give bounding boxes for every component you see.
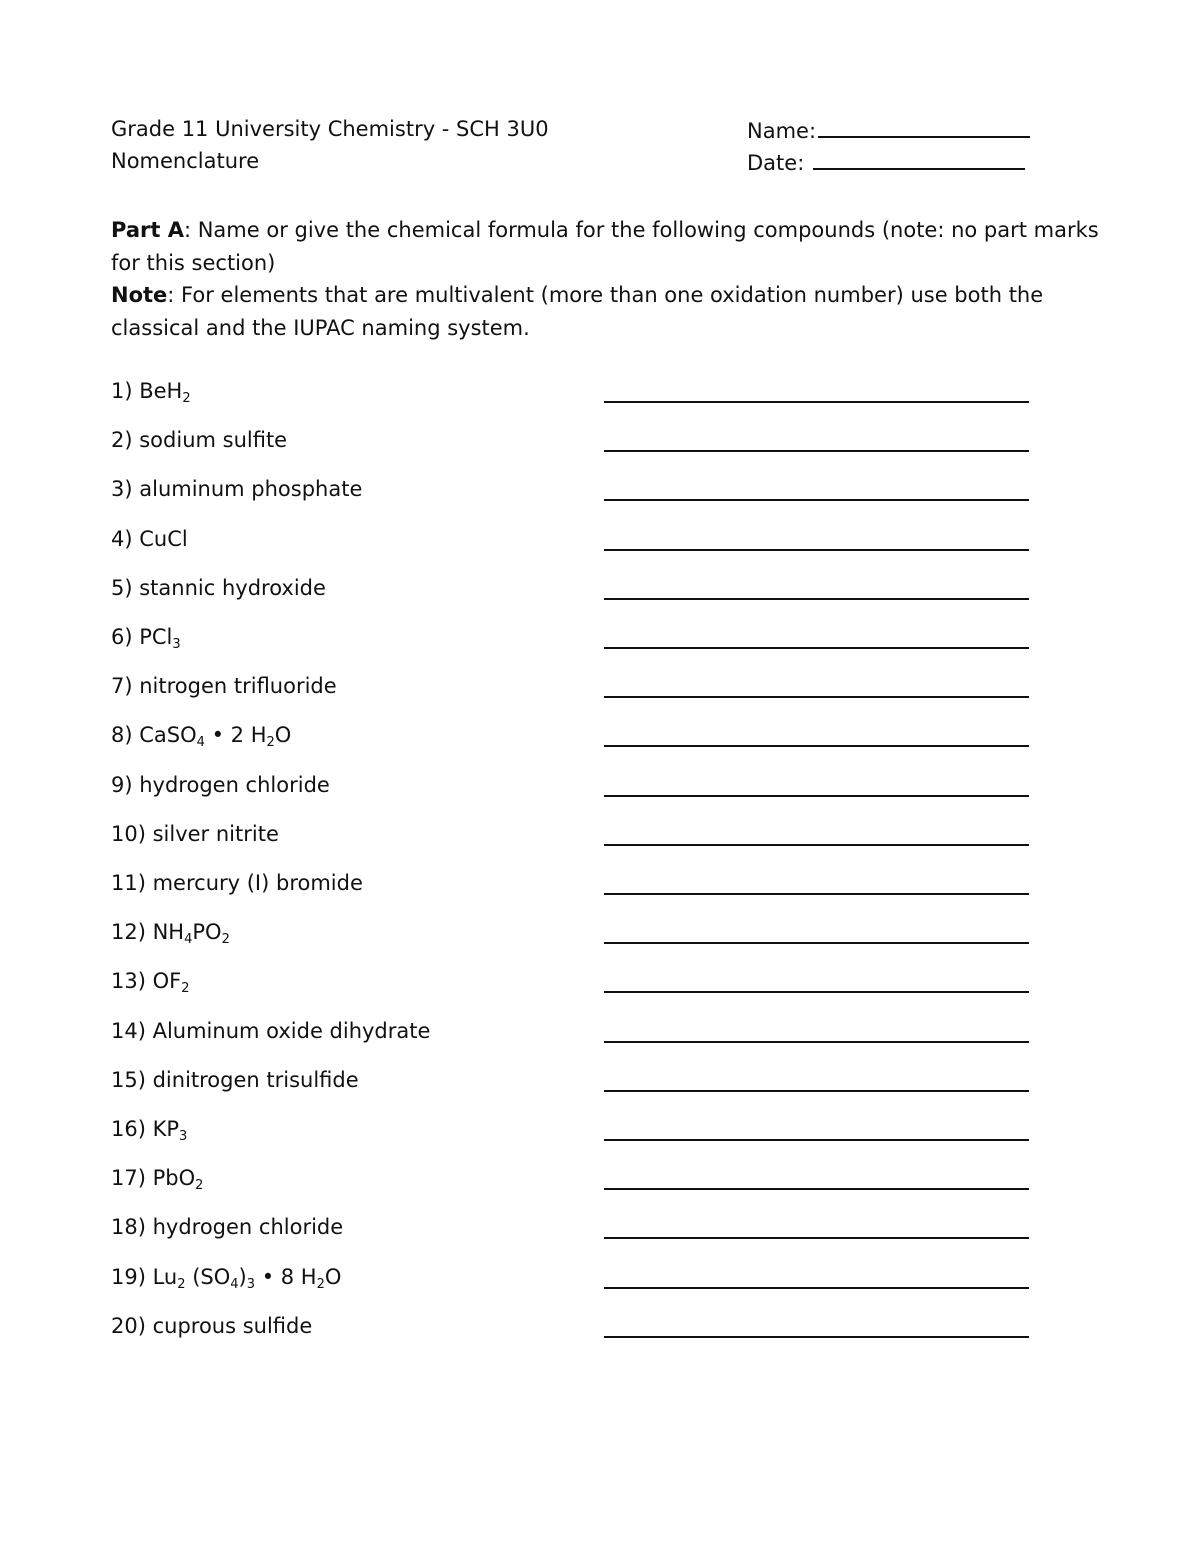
question-text-part: aluminum phosphate [139,477,363,502]
question-number: 2) [111,428,140,453]
question-item [111,1214,343,1240]
formula-subscript: 2 [177,1276,186,1292]
question-item [111,1165,204,1194]
formula-subscript: 4 [184,932,193,948]
part-a-text: : Name or give the chemical formula for the following compounds (note: no part marks for this section) [111,218,1099,275]
question-text [152,1117,188,1144]
question-number: 17) [111,1166,153,1191]
question-item [111,968,190,997]
question-text [153,1215,344,1239]
answer-blank[interactable] [604,991,1029,993]
question-text [139,723,292,751]
answer-blank[interactable] [604,696,1029,698]
question-text [139,379,191,406]
question-item [111,722,292,751]
header-left [111,116,549,180]
answer-blank[interactable] [604,1139,1029,1141]
question-text-part: BeH [139,379,183,403]
question-number: 4) [111,526,140,551]
question-item [111,870,363,896]
answer-blank[interactable] [604,893,1029,895]
question-text-part: stannic hydroxide [139,575,326,600]
question-number: 15) [111,1067,153,1092]
question-item [111,1067,359,1093]
answer-blank[interactable] [604,844,1029,846]
answer-blank[interactable] [604,499,1029,501]
formula-subscript: 3 [179,1129,188,1144]
formula-subscript: 2 [182,391,191,406]
question-text [139,773,330,797]
answer-blank[interactable] [604,1090,1029,1092]
question-number: 10) [111,821,153,846]
question-text [139,477,362,501]
question-item [111,378,191,404]
formula-subscript: 3 [246,1276,256,1292]
question-item [111,772,330,798]
question-number: 11) [111,871,153,895]
question-text-part: PbO [152,1166,196,1191]
question-text-part: PCl [139,625,173,649]
course-title: Grade 11 University Chemistry - SCH 3U0 [111,117,549,141]
formula-subscript: 4 [230,1276,239,1292]
part-a-label: Part A [111,218,184,242]
topic-title: Nomenclature [111,149,260,173]
question-number: 20) [111,1313,153,1338]
answer-blank[interactable] [604,647,1029,649]
question-text [139,674,336,698]
question-text [153,871,363,895]
question-text-part: silver nitrite [152,821,279,846]
question-text [153,1019,431,1043]
note-label: Note [111,283,168,307]
question-text-part: ) [238,1264,247,1289]
question-item [111,821,279,847]
question-text-part: hydrogen chloride [152,1215,344,1240]
question-item [111,427,287,453]
question-text-part: sodium sulfite [139,428,288,453]
question-text [139,428,287,452]
question-number: 18) [111,1215,153,1240]
answer-blank[interactable] [604,1336,1029,1338]
name-label: Name: [747,119,817,143]
question-number: 19) [111,1264,153,1289]
question-number: 6) [111,625,140,649]
note-instruction [111,279,1101,344]
question-text-part: dinitrogen trisulfide [152,1067,359,1092]
question-text-part: NH [152,920,185,945]
answer-blank[interactable] [604,1237,1029,1239]
question-item [111,1313,312,1339]
question-text-part: O [274,723,292,748]
name-row [747,116,1030,148]
question-item [111,919,230,948]
question-text-part: O [324,1264,342,1289]
date-label: Date: [747,151,805,175]
question-number: 3) [111,477,140,502]
question-text-part: hydrogen chloride [139,772,330,797]
answer-blank[interactable] [604,401,1029,403]
question-text [153,1314,313,1338]
question-number: 14) [111,1018,153,1043]
answer-blank[interactable] [604,1287,1029,1289]
question-number: 8) [111,723,140,748]
question-text-part: PO [192,920,222,945]
question-text-part: Lu [152,1264,178,1289]
answer-blank[interactable] [604,450,1029,452]
question-number: 7) [111,674,140,699]
part-a-instruction [111,214,1101,279]
formula-subscript: 2 [221,932,230,948]
header-right [747,116,1030,180]
question-text-part: Aluminum oxide dihydrate [152,1018,431,1043]
question-text-part: mercury (I) bromide [152,871,363,895]
question-item [111,1264,341,1290]
question-item [111,673,337,699]
formula-subscript: 4 [196,735,205,751]
instructions [111,214,1101,344]
question-item [111,476,362,502]
answer-blank[interactable] [604,942,1029,944]
date-blank[interactable] [813,148,1025,170]
question-number: 5) [111,575,140,600]
name-blank[interactable] [818,116,1030,138]
answer-blank[interactable] [604,1041,1029,1043]
question-text-part: cuprous sulfide [152,1313,313,1338]
question-item [111,624,181,650]
answer-blank[interactable] [604,795,1029,797]
answer-blank[interactable] [604,745,1029,747]
question-text [152,920,230,948]
formula-subscript: 2 [195,1178,204,1194]
answer-blank[interactable] [604,1188,1029,1190]
question-number: 13) [111,969,153,994]
question-item [111,575,326,601]
date-row [747,148,1030,180]
question-number: 1) [111,379,140,403]
question-text-part: OF [152,969,182,994]
question-text-part: CaSO [139,723,197,748]
question-item [111,1018,430,1044]
question-text-part: • 2 H [204,723,267,748]
formula-subscript: 3 [172,637,181,652]
question-item [111,526,188,552]
question-text [153,1068,359,1092]
answer-blank[interactable] [604,598,1029,600]
question-text [153,822,279,846]
question-text-part: (SO [185,1264,231,1289]
question-text-part: CuCl [139,526,188,551]
question-text [139,527,187,551]
question-text-part: nitrogen trifluoride [139,674,337,699]
formula-subscript: 2 [266,735,275,751]
question-item [111,1116,187,1142]
question-text [139,576,326,600]
question-text-part: KP [152,1117,180,1141]
question-number: 16) [111,1117,153,1141]
formula-subscript: 2 [181,981,190,997]
note-text: : For elements that are multivalent (more than one oxidation number) use both the classical and the IUPAC naming system. [111,283,1044,340]
question-text [152,1264,342,1292]
question-text [152,1166,204,1194]
question-number: 9) [111,772,140,797]
question-text [139,625,181,652]
formula-subscript: 2 [316,1276,325,1292]
question-text-part: • 8 H [255,1264,317,1289]
question-number: 12) [111,920,153,945]
answer-blank[interactable] [604,549,1029,551]
question-text [152,969,190,997]
